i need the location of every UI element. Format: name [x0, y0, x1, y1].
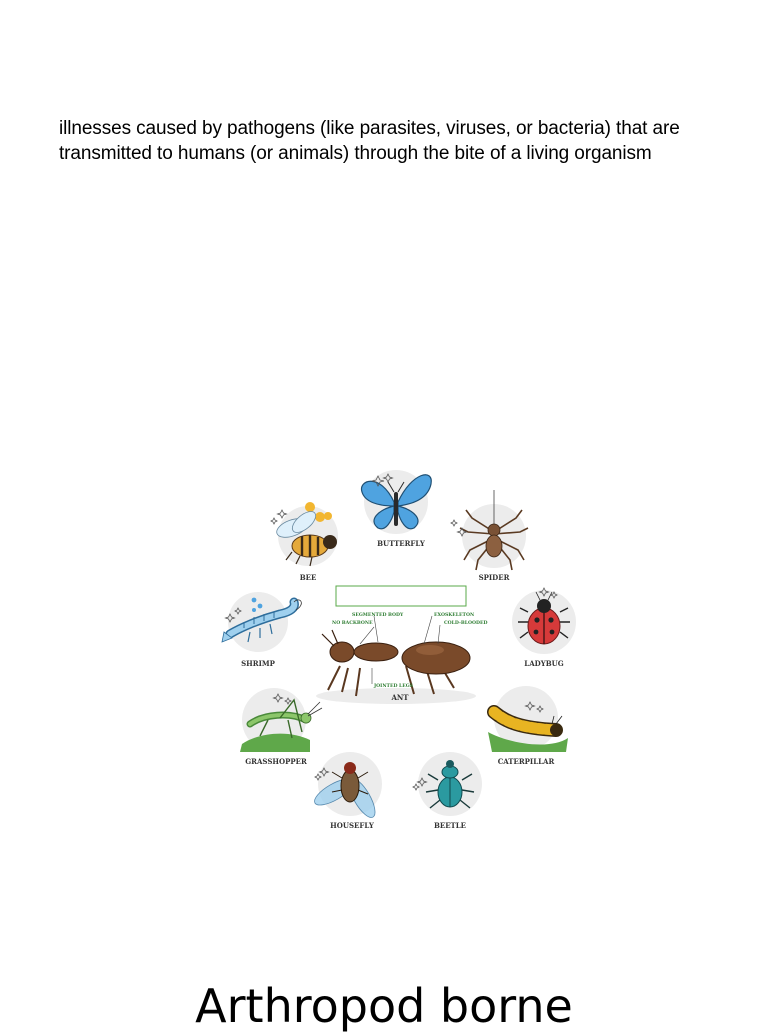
label-caterpillar: CATERPILLAR — [497, 757, 555, 766]
callout-segmented-body: SEGMENTED BODY — [352, 613, 404, 618]
label-ladybug: LADYBUG — [524, 659, 564, 668]
butterfly-illustration — [362, 470, 432, 548]
label-shrimp: SHRIMP — [241, 659, 275, 668]
callout-cold-blooded: COLD-BLOODED — [444, 621, 488, 626]
page-heading: Arthropod borne — [195, 979, 573, 1033]
beetle-illustration — [413, 752, 482, 830]
callout-no-backbone: NO BACKBONE — [332, 621, 373, 626]
label-ant: ANT — [391, 693, 409, 702]
housefly-illustration — [311, 752, 382, 830]
ant-label-blank-box — [336, 586, 466, 606]
label-beetle: BEETLE — [433, 821, 467, 830]
label-grasshopper: GRASSHOPPER — [245, 757, 307, 766]
arthropod-diagram — [210, 462, 582, 838]
callout-exoskeleton: EXOSKELETON — [434, 613, 475, 618]
spider-illustration — [451, 490, 528, 582]
label-butterfly: BUTTERFLY — [377, 539, 425, 548]
label-housefly: HOUSEFLY — [330, 821, 374, 830]
grasshopper-illustration — [240, 688, 322, 766]
label-spider: SPIDER — [478, 573, 510, 582]
ladybug-illustration — [512, 588, 576, 668]
label-bee: BEE — [299, 573, 317, 582]
ant-illustration — [316, 586, 487, 704]
shrimp-illustration — [222, 592, 301, 668]
callout-jointed-legs: JOINTED LEGS — [374, 684, 413, 689]
bee-illustration — [271, 502, 338, 582]
definition-text: illnesses caused by pathogens (like parasites, viruses, or bacteria) that are transmitted to humans (or animals) through the bite of a living organism — [59, 118, 680, 164]
arthropod-illustration — [210, 462, 582, 838]
caterpillar-illustration — [488, 686, 568, 766]
